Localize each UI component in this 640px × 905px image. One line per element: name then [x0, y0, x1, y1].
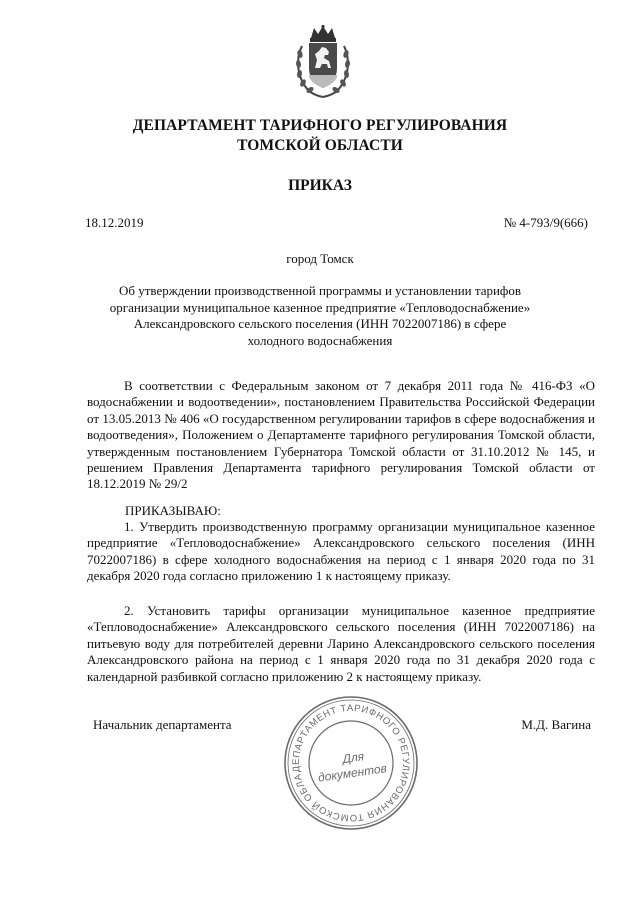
- order-number: № 4-793/9(666): [503, 215, 588, 230]
- signatory-name: М.Д. Вагина: [521, 717, 591, 732]
- order-subject: Об утверждении производственной программы и установлении тарифов организации муниципальное казенное предприятие «Тепловодоснабжение» Александровского сельского поселения (ИНН 7022007186) в сфере холодного водоснабжения: [109, 283, 531, 348]
- city: город Томск: [286, 251, 354, 266]
- coat-of-arms-icon: [294, 24, 352, 100]
- signatory-position: Начальник департамента: [93, 717, 232, 732]
- department-title-line2: ТОМСКОЙ ОБЛАСТИ: [237, 137, 403, 154]
- official-stamp: [282, 694, 420, 832]
- department-title-line1: ДЕПАРТАМЕНТ ТАРИФНОГО РЕГУЛИРОВАНИЯ: [132, 117, 508, 134]
- preamble-paragraph: В соответствии с Федеральным законом от 7 декабря 2011 года № 416-ФЗ «О водоснабжении и водоотведении», постановлением Правительства Российской Федерации от 13.05.2013 № 406 «О государственном регулировании тарифов в сфере водоснабжения и водоотведения», Положением о Департаменте тарифного регулирования Томской области, утвержденным постановлением Губернатора Томской области от 31.10.2012 № 145, и решением Правления Департамента тарифного регулирования Томской области от 18.12.2019 № 29/2: [87, 378, 595, 492]
- stamp-center-line2: документов: [317, 761, 388, 785]
- order-date: 18.12.2019: [85, 215, 144, 230]
- stamp-ring-text: ДЕПАРТАМЕНТ ТАРИФНОГО РЕГУЛИРОВАНИЯ ТОМСКОЙ ОБЛАСТИ: [290, 702, 412, 824]
- document-type: ПРИКАЗ: [288, 177, 352, 194]
- department-title: [0, 116, 640, 156]
- order-word: ПРИКАЗЫВАЮ:: [125, 503, 221, 518]
- order-item-2: 2. Установить тарифы организации муниципальное казенное предприятие «Тепловодоснабжение» Александровского сельского поселения (ИНН 7022007186) на питьевую воду для потребителей деревни Ларино Александровского сельского поселения Александровского района на период с 1 января 2020 года по 31 декабря 2020 года с календарной разбивкой согласно приложению 2 к настоящему приказу.: [87, 603, 595, 684]
- stamp-center-line1: Для: [341, 749, 365, 767]
- order-item-1: 1. Утвердить производственную программу организации муниципальное казенное предприятие «Тепловодоснабжение» Александровского сельского поселения (ИНН 7022007186) в сфере холодного водоснабжения на период с 1 января 2020 года по 31 декабря 2020 года согласно приложению 1 к настоящему приказу.: [87, 519, 595, 584]
